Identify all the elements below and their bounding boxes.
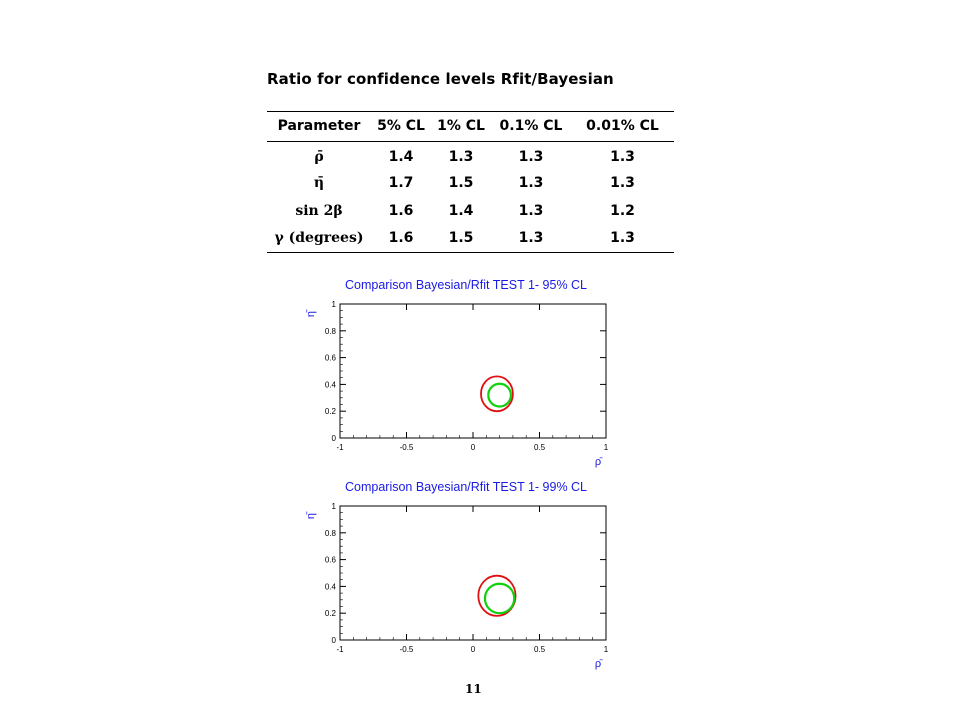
header-5cl: 5% CL [377, 118, 425, 134]
plot-title: Comparison Bayesian/Rfit TEST 1- 95% CL [345, 278, 588, 292]
y-tick-label: 0.4 [324, 582, 336, 592]
table-row [267, 142, 674, 170]
plot-99cl-svg [300, 480, 620, 670]
table-cell: 1.3 [610, 175, 635, 192]
row-param: η̄ [313, 175, 325, 192]
x-tick-label: -0.5 [399, 443, 414, 452]
y-tick-label: 0 [331, 636, 336, 645]
y-tick-label: 0.8 [324, 326, 336, 336]
row-param: ρ̄ [314, 149, 324, 166]
x-tick-label: -1 [336, 645, 344, 654]
header-1cl: 1% CL [437, 118, 485, 134]
contour-bayesian [485, 584, 514, 613]
table-cell: 1.6 [388, 230, 414, 247]
header-001cl: 0.01% CL [586, 118, 659, 134]
table-cell: 1.7 [388, 175, 414, 192]
table-cell: 1.3 [518, 149, 544, 166]
header-parameter: Parameter [277, 118, 361, 134]
y-tick-label: 0.2 [324, 407, 336, 417]
y-axis-label: η̄ [305, 310, 317, 318]
x-axis-label: ρ̄ [594, 456, 602, 468]
y-tick-label: 0.4 [324, 380, 336, 390]
table-cell: 1.5 [448, 230, 474, 247]
x-axis-label: ρ̄ [594, 658, 602, 670]
page-number: 11 [465, 682, 482, 696]
y-tick-label: 0.6 [324, 353, 336, 363]
table-cell: 1.2 [610, 202, 635, 219]
table-header-row [267, 112, 674, 140]
table-row [267, 197, 674, 225]
plot-99cl [300, 480, 620, 670]
y-tick-label: 0 [331, 434, 336, 443]
y-tick-label: 1 [331, 502, 336, 511]
row-param: γ (degrees) [274, 230, 364, 247]
table-cell: 1.3 [518, 202, 544, 219]
plot-95cl [300, 278, 620, 468]
table-cell: 1.3 [518, 230, 544, 247]
table-cell: 1.4 [388, 149, 414, 166]
x-tick-label: 1 [603, 443, 609, 452]
x-tick-label: -0.5 [399, 645, 414, 654]
table-cell: 1.3 [610, 230, 635, 247]
plot-95cl-svg [300, 278, 620, 468]
table-row [267, 225, 674, 253]
table-cell: 1.3 [448, 149, 474, 166]
y-tick-label: 0.6 [324, 555, 336, 565]
plot-frame [340, 506, 606, 640]
x-tick-label: 0.5 [533, 443, 546, 452]
x-tick-label: 0 [470, 443, 476, 452]
y-tick-label: 0.2 [324, 609, 336, 619]
table-row [267, 170, 674, 198]
ratio-table [267, 111, 674, 253]
table-caption: Ratio for confidence levels Rfit/Bayesian [267, 70, 614, 88]
x-tick-label: 1 [603, 645, 609, 654]
table-cell: 1.3 [610, 149, 635, 166]
table-cell: 1.3 [518, 175, 544, 192]
x-tick-label: 0 [470, 645, 476, 654]
table-cell: 1.4 [448, 202, 474, 219]
table-cell: 1.6 [388, 202, 414, 219]
header-01cl: 0.1% CL [499, 118, 563, 134]
contour-bayesian [488, 384, 511, 407]
x-tick-label: 0.5 [533, 645, 546, 654]
y-tick-label: 0.8 [324, 528, 336, 538]
table-bottom-rule [267, 252, 674, 253]
x-tick-label: -1 [336, 443, 344, 452]
plot-title: Comparison Bayesian/Rfit TEST 1- 99% CL [345, 480, 588, 494]
y-axis-label: η̄ [305, 512, 317, 520]
plot-frame [340, 304, 606, 438]
row-param: sin 2β [295, 202, 343, 219]
y-tick-label: 1 [331, 300, 336, 309]
table-cell: 1.5 [448, 175, 474, 192]
